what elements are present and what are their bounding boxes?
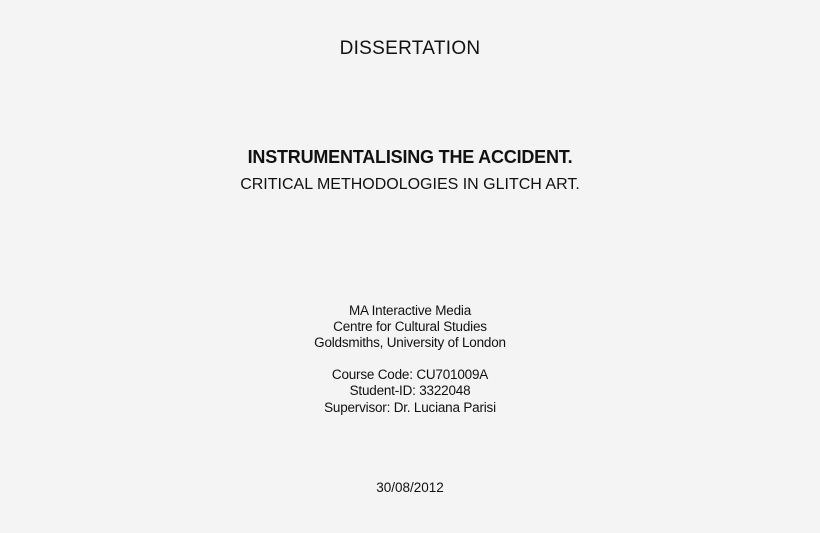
- degree-line: MA Interactive Media: [348, 303, 472, 318]
- student-id-line: Student-ID: 3322048: [349, 383, 471, 398]
- document-heading: DISSERTATION: [339, 38, 481, 59]
- department-line: Centre for Cultural Studies: [333, 319, 487, 334]
- course-code-line: Course Code: CU701009A: [331, 367, 489, 382]
- dissertation-subtitle: CRITICAL METHODOLOGIES IN GLITCH ART.: [240, 176, 580, 193]
- institution-line: Goldsmiths, University of London: [314, 335, 506, 350]
- dissertation-title: INSTRUMENTALISING THE ACCIDENT.: [247, 147, 573, 167]
- submission-date: 30/08/2012: [376, 480, 444, 495]
- supervisor-line: Supervisor: Dr. Luciana Parisi: [324, 400, 496, 415]
